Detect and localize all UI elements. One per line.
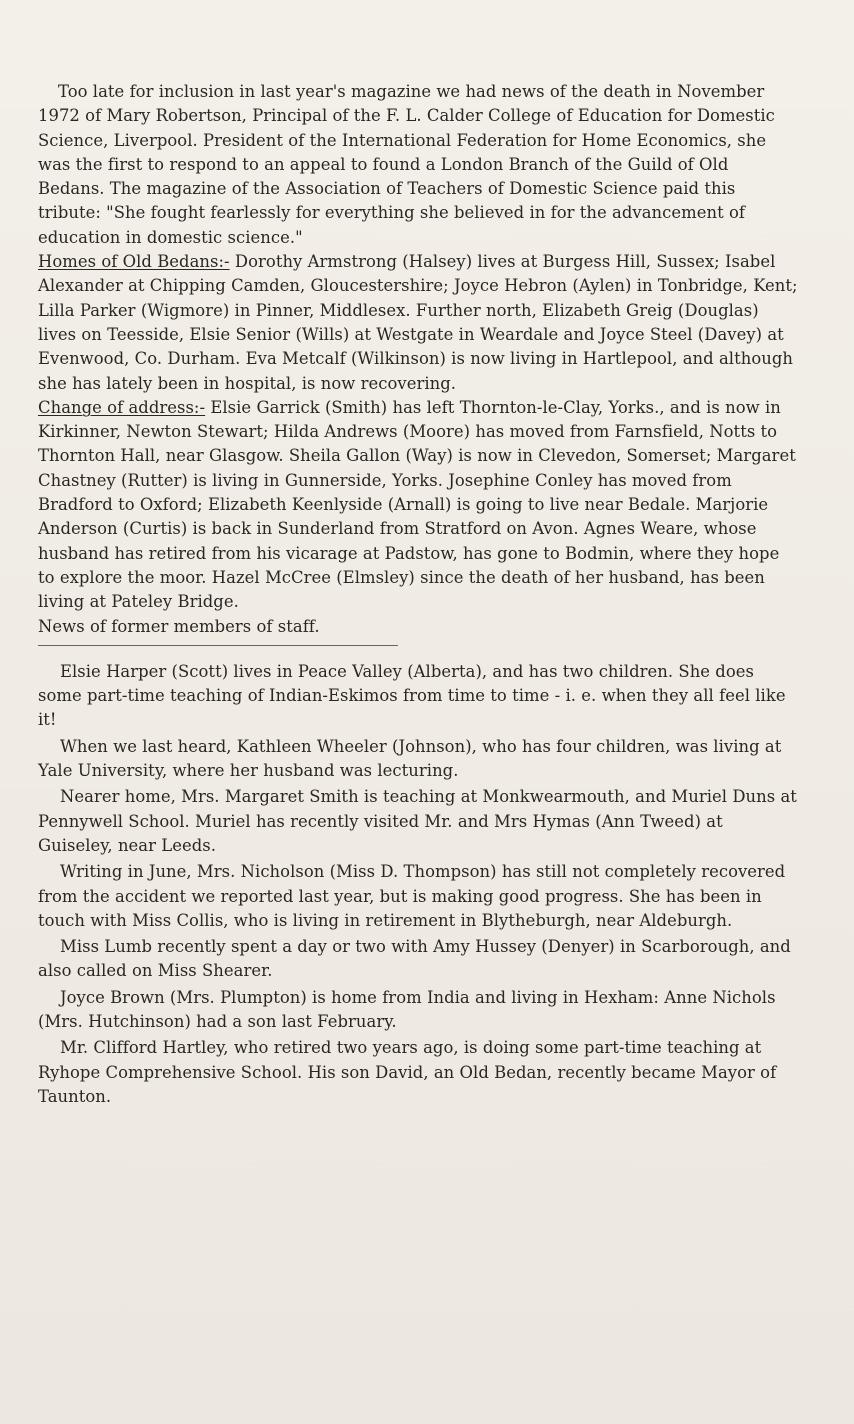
staff-news-item: Elsie Harper (Scott) lives in Peace Valley (Alberta), and has two children. She does some part-time teaching of Indian-Eskimos from time to time - i. e. when they all feel like it! [38,661,786,730]
page-text [38,80,798,1111]
staff-news-item: Mr. Clifford Hartley, who retired two years ago, is doing some part-time teaching at Ryhope Comprehensive School. His son David, an Old Bedan, recently became Mayor of Taunton. [38,1038,777,1106]
address-text: Elsie Garrick (Smith) has left Thornton-le-Clay, Yorks., and is now in Kirkinner, Newton Stewart; Hilda Andrews (Moore) has moved from Farnsfield, Notts to Thornton Hall, near Glasgow. Sheila Gallon (Way) is now in Clevedon, Somerset; Margaret Chastney (Rutter) is living in Gunnerside, Yorks. Josephine Conley has moved from Bradford to Oxford; Elizabeth Keenlyside (Arnall) is going to live near Bedale. Marjorie Anderson (Curtis) is back in Sunderland from Stratford on Avon. Agnes Weare, whose husband has retired from his vicarage at Padstow, has gone to Bodmin, where they hope to explore the moor. Hazel McCree (Elmsley) since the death of her husband, has been living at Pateley Bridge. [38,397,796,612]
obituary-paragraph: Too late for inclusion in last year's magazine we had news of the death in November 1972 of Mary Robertson, Principal of the F. L. Calder College of Education for Domestic Science, Liverpool. President of the International Federation for Home Economics, she was the first to respond to an appeal to found a London Branch of the Guild of Old Bedans. The magazine of the Association of Teachers of Domestic Science paid this tribute: "She fought fearlessly for everything she believed in for the advancement of education in domestic science." [38,82,775,247]
address-paragraph [38,396,798,615]
staff-heading: News of former members of staff. [38,615,398,646]
staff-news-item: Miss Lumb recently spent a day or two with Amy Hussey (Denyer) in Scarborough, and also called on Miss Shearer. [38,937,791,981]
staff-news-item: Writing in June, Mrs. Nicholson (Miss D. Thompson) has still not completely recovered from the accident we reported last year, but is making good progress. She has been in touch with Miss Collis, who is living in retirement in Blytheburgh, near Aldeburgh. [38,862,786,930]
address-heading: Change of address:- [38,397,206,417]
homes-paragraph [38,250,798,396]
staff-news [38,660,798,1109]
homes-heading: Homes of Old Bedans:- [38,252,230,272]
staff-news-item: Joyce Brown (Mrs. Plumpton) is home from India and living in Hexham: Anne Nichols (Mrs. Hutchinson) had a son last February. [38,987,776,1031]
staff-news-item: Nearer home, Mrs. Margaret Smith is teaching at Monkwearmouth, and Muriel Duns at Pennywell School. Muriel has recently visited Mr. and Mrs Hymas (Ann Tweed) at Guiseley, near Leeds. [38,787,797,855]
staff-news-item: When we last heard, Kathleen Wheeler (Johnson), who has four children, was living at Yale University, where her husband was lecturing. [38,736,782,781]
homes-text: Dorothy Armstrong (Halsey) lives at Burgess Hill, Sussex; Isabel Alexander at Chipping Camden, Gloucestershire; Joyce Hebron (Aylen) in Tonbridge, Kent; Lilla Parker (Wigmore) in Pinner, Middlesex. Further north, Elizabeth Greig (Douglas) lives on Teesside, Elsie Senior (Wills) at Westgate in Weardale and Joyce Steel (Davey) at Evenwood, Co. Durham. Eva Metcalf (Wilkinson) is now living in Hartlepool, and although she has lately been in hospital, is now recovering. [38,252,798,393]
